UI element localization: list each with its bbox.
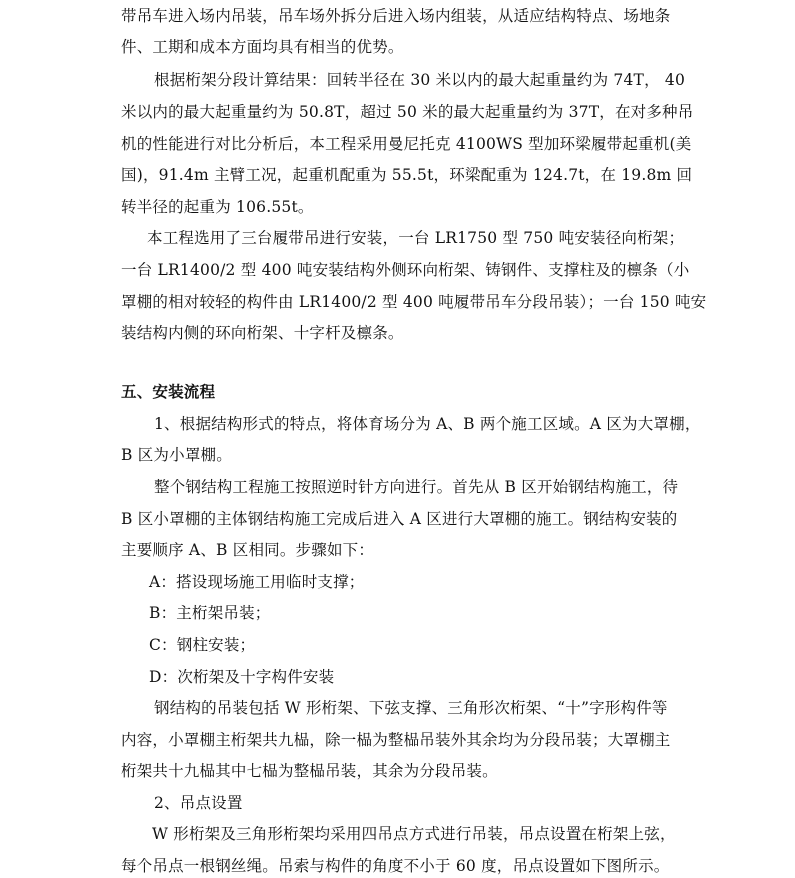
list-item: A：搭设现场施工用临时支撑； — [149, 573, 365, 591]
list-item: D：次桁架及十字构件安装 — [149, 668, 335, 686]
list-item: B：主桁架吊装； — [149, 604, 271, 622]
text-line: 带吊车进入场内吊装，吊车场外拆分后进入场内组装，从适应结构特点、场地条 — [121, 7, 671, 25]
text-line: 转半径的起重为 106.55t。 — [121, 198, 314, 216]
text-line: W 形桁架及三角形桁架均采用四吊点方式进行吊装，吊点设置在桁架上弦， — [152, 825, 676, 843]
text-line: 装结构内侧的环向桁架、十字杆及檩条。 — [121, 324, 404, 342]
text-line: 主要顺序 A、B 区相同。步骤如下： — [121, 541, 375, 559]
text-line: B 区为小罩棚。 — [121, 446, 232, 464]
text-line: 1、根据结构形式的特点，将体育场分为 A、B 两个施工区域。A 区为大罩棚， — [154, 415, 701, 433]
text-line: 钢结构的吊装包括 W 形桁架、下弦支撑、三角形次桁架、“十”字形构件等 — [154, 699, 668, 717]
text-line: 本工程选用了三台履带吊进行安装，一台 LR1750 型 750 吨安装径向桁架； — [147, 229, 685, 247]
text-line: 件、工期和成本方面均具有相当的优势。 — [121, 38, 404, 56]
text-line: 机的性能进行对比分析后，本工程采用曼尼托克 4100WS 型加环梁履带起重机(美 — [121, 135, 692, 153]
text-line: 国)，91.4m 主臂工况，起重机配重为 55.5t，环梁配重为 124.7t，在 19.8m 回 — [121, 166, 693, 184]
text-line: 罩棚的相对较轻的构件由 LR1400/2 型 400 吨履带吊车分段吊装）；一台 150 吨安 — [121, 293, 707, 311]
list-item: C：钢柱安装； — [149, 636, 256, 654]
text-line: 一台 LR1400/2 型 400 吨安装结构外侧环向桁架、铸钢件、支撑柱及的檩条（小 — [121, 261, 690, 279]
text-line: 内容，小罩棚主桁架共九榀，除一榀为整榀吊装外其余均为分段吊装；大罩棚主 — [121, 731, 671, 749]
subheading-lifting-points: 2、吊点设置 — [154, 794, 243, 812]
text-line: 整个钢结构工程施工按照逆时针方向进行。首先从 B 区开始钢结构施工，待 — [154, 478, 679, 496]
section-heading: 五、安装流程 — [121, 382, 216, 401]
text-line: 桁架共十九榀其中七榀为整榀吊装，其余为分段吊装。 — [121, 762, 498, 780]
text-line: 米以内的最大起重量约为 50.8T，超过 50 米的最大起重量约为 37T，在对多种吊 — [121, 103, 694, 121]
text-line: B 区小罩棚的主体钢结构施工完成后进入 A 区进行大罩棚的施工。钢结构安装的 — [121, 510, 678, 528]
text-line: 根据桁架分段计算结果：回转半径在 30 米以内的最大起重量约为 74T， 40 — [154, 71, 686, 89]
text-line: 每个吊点一根钢丝绳。吊索与构件的角度不小于 60 度，吊点设置如下图所示。 — [121, 857, 670, 875]
